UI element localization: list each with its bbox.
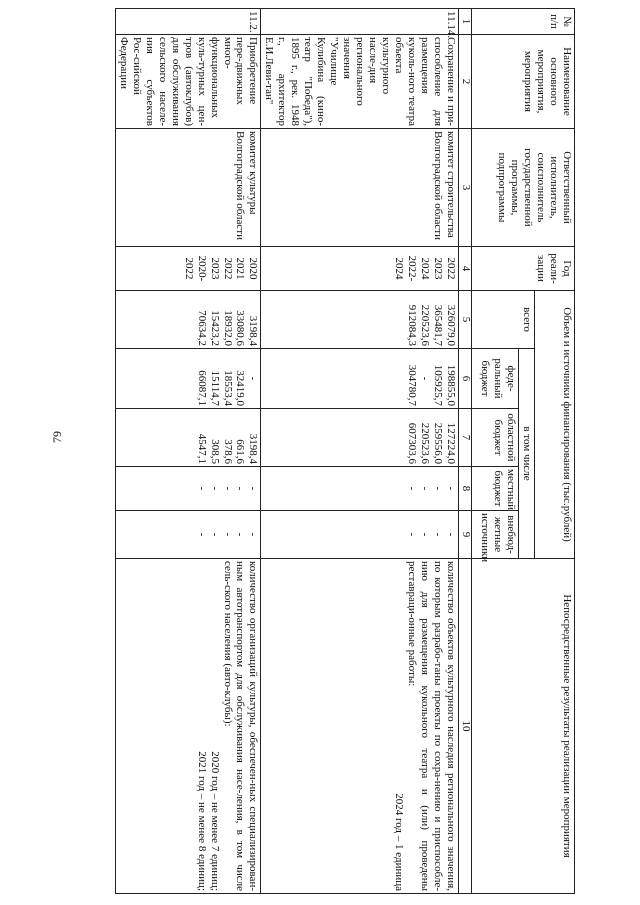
col-num-3: 3 [459,129,472,247]
result-text: количество организаций культуры, обеспечен-ных специализирован-ным автотранспортом для обслуживания насе-ления, в том числе сель-ского населения (авто-клубы): [221,561,260,891]
year-value: 2022 [182,257,195,280]
total-value: 326079,0 [445,304,457,346]
regional-value: 308,5 [208,439,221,464]
header-result: Непосредственные результаты реализации мероприятия [472,559,575,894]
extra-value: - [432,532,445,537]
regional-cell [261,409,459,467]
federal-value: 105925,7 [432,364,445,406]
total-cell [115,291,261,349]
extra-value: - [234,532,247,537]
regional-value: 378,6 [221,439,234,464]
year-value: 2020- [195,255,208,282]
regional-cell [115,409,261,467]
extra-value: - [445,532,457,537]
year-value: 2020 [247,257,260,280]
local-cell [261,467,459,511]
col-num-2: 2 [459,35,472,129]
result-text: количество объектов культурного наследия регионального значения, по которым разрабо-таны проекты по сохра-нению и приспособле-нию для размещения кукольного театра и (или) проведены реставраци-онные работы: [406,561,457,891]
local-value: - [234,486,247,491]
col-num-10: 10 [459,559,472,894]
col-num-6: 6 [459,349,472,409]
regional-value: 259556,0 [432,422,445,464]
local-value: - [221,486,234,491]
activity-name: Сохранение и при-способление для размещения куколь-ного театра объекта культурного насле-дия регионального значения "Училище Кулибина (кино-театр "Победа"), 1895 г., рек. 1948 г., архитектор Е.И.Леви-тан" [261,35,459,129]
regional-value: 220523,6 [419,422,432,464]
regional-value: 127224,0 [445,422,457,464]
header-num: № п/п [472,9,575,35]
header-local: местный бюджет [472,467,519,511]
header-regional: областной бюджет [472,409,519,467]
federal-value: - [247,376,260,381]
header-executor: Ответственный исполнитель, соисполнитель государственной программы, подпрограммы [472,129,575,247]
federal-value: - [419,376,432,381]
col-num-4: 4 [459,247,472,291]
program-table [115,8,575,894]
years-cell [115,247,261,291]
local-value: - [406,486,419,491]
federal-value: 304780,7 [406,364,419,406]
extra-value: - [221,532,234,537]
result-cell [115,559,261,894]
federal-cell [261,349,459,409]
activity-name: Приобретение пере-движных много-функциональных куль-турных цен-тров (автоклубов) для обслуживания сельского населе-ния субъектов Рос-сийской Федерации [115,35,261,129]
year-value: 2023 [432,257,445,280]
header-total: всего [472,291,535,349]
local-value: - [208,486,221,491]
local-value: - [247,486,260,491]
regional-value: 661,6 [234,439,247,464]
header-name: Наименование основного мероприятия, мероприятия [472,35,575,129]
result-target: 2024 год – 1 единица [393,793,406,891]
federal-value: 198855,0 [445,364,457,406]
header-row-1 [535,9,575,894]
col-num-9: 9 [459,511,472,559]
regional-value: 607303,6 [406,422,419,464]
extra-value: - [419,532,432,537]
year-value: 2024 [393,257,406,280]
rotated-page [117,8,575,893]
result-target: 2020 год – не менее 7 единиц; 2021 год – не менее 8 единиц; [195,751,221,891]
regional-value: 3198,4 [247,433,260,464]
federal-value: 66087,1 [195,370,208,406]
federal-value: 18553,4 [221,370,234,406]
total-value: 18932,0 [221,310,234,346]
federal-value: 15114,7 [208,370,221,406]
header-year: Год реали-зации [472,247,575,291]
total-value: 912084,3 [406,304,419,346]
col-num-7: 7 [459,409,472,467]
federal-value: 32419,0 [234,370,247,406]
local-value: - [432,486,445,491]
table-row [261,9,459,894]
header-finance: Объем и источники финансирования (тыс.рублей) [535,291,575,559]
column-number-row [459,9,472,894]
total-value: 33080,6 [234,310,247,346]
row-number: 11.14. [261,9,459,35]
header-extra: внебюд-жетные источники [472,511,519,559]
federal-cell [115,349,261,409]
extra-value: - [247,532,260,537]
year-value: 2024 [419,257,432,280]
local-value: - [195,486,208,491]
result-cell [261,559,459,894]
extra-value: - [195,532,208,537]
local-value: - [445,486,457,491]
executor: комитет культуры Волгоградской области [115,129,261,247]
regional-value: 4547,1 [195,433,208,464]
header-including: в том числе [519,349,535,559]
executor: комитет строительства Волгоградской области [261,129,459,247]
col-num-1: 1 [459,9,472,35]
year-value: 2022- [406,255,419,282]
year-value: 2021 [234,257,247,280]
table-row [115,9,261,894]
year-value: 2023 [208,257,221,280]
total-value: 3198,4 [247,315,260,346]
col-num-5: 5 [459,291,472,349]
header-federal: феде-ральный бюджет [472,349,519,409]
total-value: 220523,6 [419,304,432,346]
years-cell [261,247,459,291]
extra-cell [115,511,261,559]
year-value: 2022 [445,257,457,280]
total-cell [261,291,459,349]
page-number: 79 [50,431,64,443]
total-value: 70634,2 [195,310,208,346]
local-cell [115,467,261,511]
extra-cell [261,511,459,559]
year-value: 2022 [221,257,234,280]
row-number: 11.2. [115,9,261,35]
total-value: 15423,2 [208,310,221,346]
local-value: - [419,486,432,491]
total-value: 365481,7 [432,304,445,346]
extra-value: - [208,532,221,537]
col-num-8: 8 [459,467,472,511]
extra-value: - [406,532,419,537]
